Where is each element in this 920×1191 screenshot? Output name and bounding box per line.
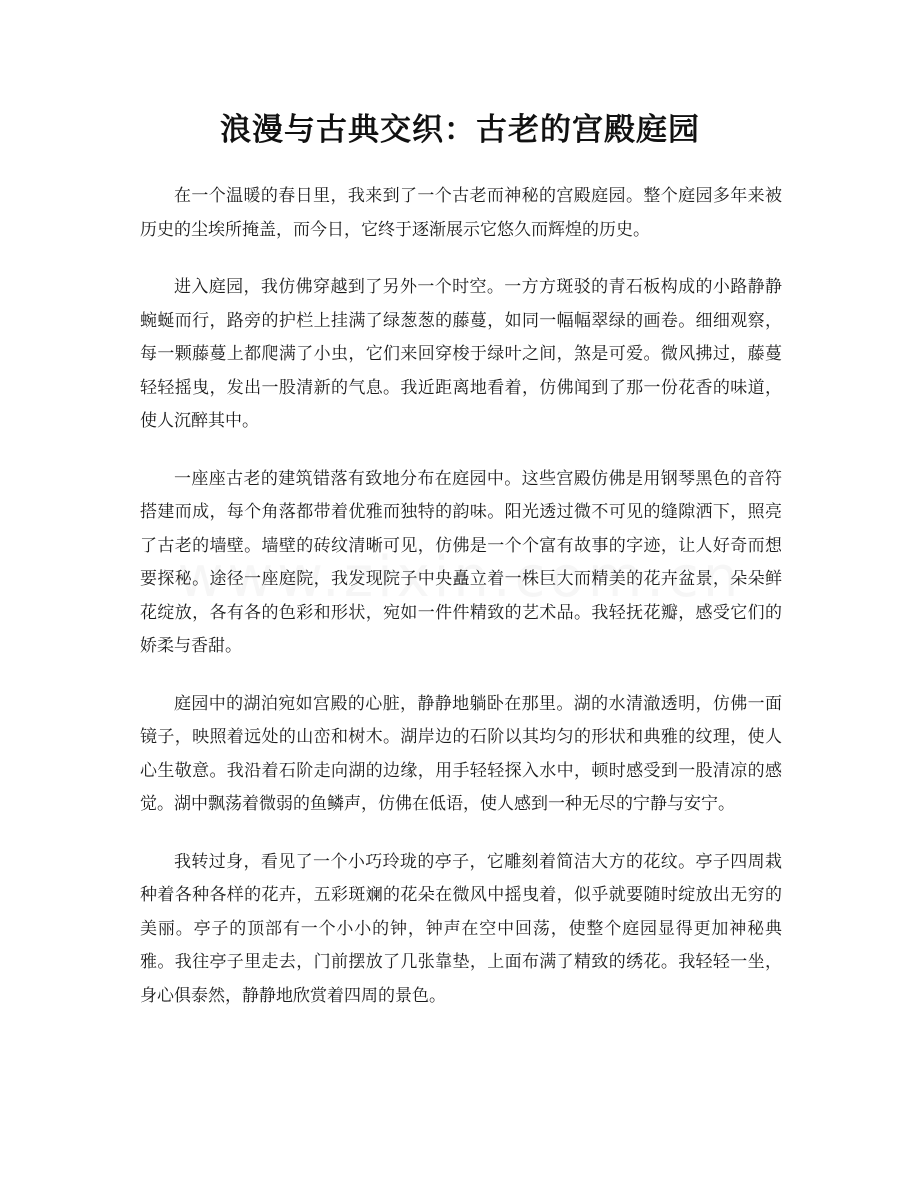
paragraph-1: 在一个温暖的春日里，我来到了一个古老而神秘的宫殿庭园。整个庭园多年来被历史的尘埃所掩盖，而今日，它终于逐渐展示它悠久而辉煌的历史。: [140, 186, 782, 240]
paragraph-3: 一座座古老的建筑错落有致地分布在庭园中。这些宫殿仿佛是用钢琴黑色的音符搭建而成，每个角落都带着优雅而独特的韵味。阳光透过微不可见的缝隙洒下，照亮了古老的墙壁。墙壁的砖纹清晰可见，仿佛是一个个富有故事的字迹，让人好奇而想要探秘。途径一座庭院，我发现院子中央矗立着一株巨大而精美的花卉盆景，朵朵鲜花绽放，各有各的色彩和形状，宛如一件件精致的艺术品。我轻抚花瓣，感受它们的娇柔与香甜。: [140, 468, 782, 656]
document-body: [140, 180, 782, 1037]
paragraph-4: 庭园中的湖泊宛如宫殿的心脏，静静地躺卧在那里。湖的水清澈透明，仿佛一面镜子，映照着远处的山峦和树木。湖岸边的石阶以其均匀的形状和典雅的纹理，使人心生敬意。我沿着石阶走向湖的边缘，用手轻轻探入水中，顿时感受到一股清凉的感觉。湖中飘荡着微弱的鱼鳞声，仿佛在低语，使人感到一种无尽的宁静与安宁。: [140, 693, 782, 814]
paragraph-2: 进入庭园，我仿佛穿越到了另外一个时空。一方方斑驳的青石板构成的小路静静蜿蜒而行，路旁的护栏上挂满了绿葱葱的藤蔓，如同一幅幅翠绿的画卷。细细观察，每一颗藤蔓上都爬满了小虫，它们来回穿梭于绿叶之间，煞是可爱。微风拂过，藤蔓轻轻摇曳，发出一股清新的气息。我近距离地看着，仿佛闻到了那一份花香的味道，使人沉醉其中。: [140, 277, 782, 431]
page-title: 浪漫与古典交织：古老的宫殿庭园: [220, 112, 700, 148]
paragraph-5: 我转过身，看见了一个小巧玲珑的亭子，它雕刻着简洁大方的花纹。亭子四周栽种着各种各样的花卉，五彩斑斓的花朵在微风中摇曳着，似乎就要随时绽放出无穷的美丽。亭子的顶部有一个小小的钟，钟声在空中回荡，使整个庭园显得更加神秘典雅。我往亭子里走去，门前摆放了几张靠垫，上面布满了精致的绣花。我轻轻一坐，身心俱泰然，静静地欣赏着四周的景色。: [140, 851, 782, 1006]
